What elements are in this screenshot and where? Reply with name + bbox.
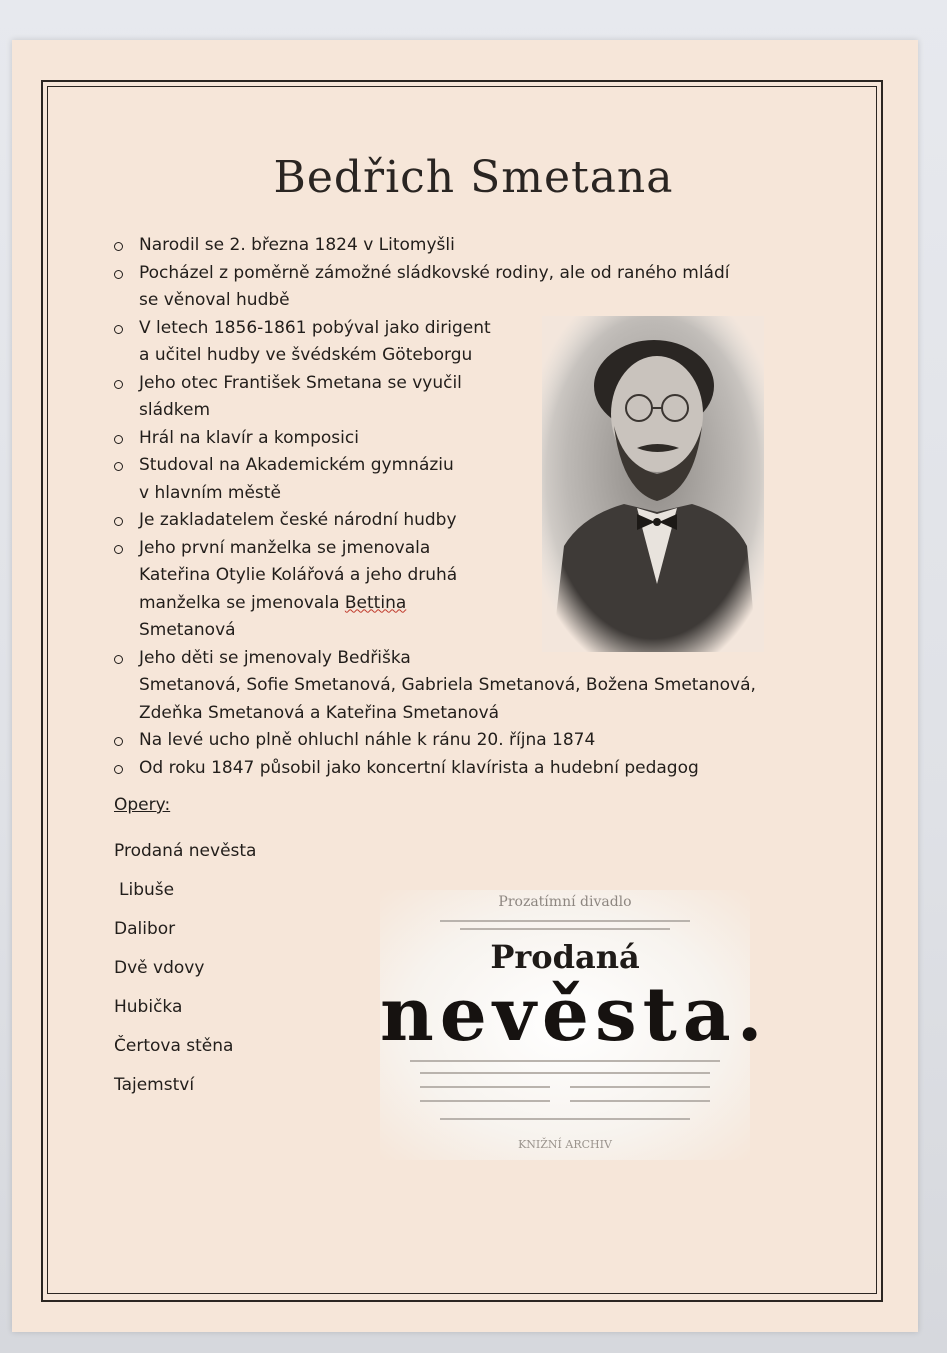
- poster-text-line: [440, 1118, 690, 1120]
- list-item: Dalibor: [114, 919, 176, 939]
- list-item: Prodaná nevěsta: [114, 841, 257, 861]
- poster-text-line: [460, 928, 670, 930]
- poster-text-line: [420, 1072, 710, 1074]
- poster-title-large: nevěsta.: [380, 972, 769, 1058]
- portrait-icon: [542, 316, 764, 652]
- document-title: Bedřich Smetana: [273, 152, 674, 203]
- list-item: Tajemství: [114, 1075, 195, 1095]
- list-item: Libuše: [119, 880, 175, 900]
- list-item: Pocházel z poměrně zámožné sládkovské rodiny, ale od raného mládí se věnoval hudbě: [112, 260, 812, 315]
- portrait-photo: [542, 316, 764, 652]
- poster-text-line: [440, 920, 690, 922]
- list-item: Jeho děti se jmenovaly Bedřiška Smetanová, Sofie Smetanová, Gabriela Smetanová, Božena Smetanová, Zdeňka Smetanová a Kateřina Smetanová: [112, 645, 812, 728]
- list-item: V letech 1856-1861 pobýval jako dirigent a učitel hudby ve švédském Göteborgu: [112, 315, 812, 370]
- list-item: Dvě vdovy: [114, 958, 205, 978]
- poster-text-line: [420, 1100, 550, 1102]
- list-item: Na levé ucho plně ohluchl náhle k ránu 20. října 1874: [112, 727, 812, 755]
- list-item: Hubička: [114, 997, 183, 1017]
- poster-footer: KNIŽNÍ ARCHIV: [518, 1138, 612, 1151]
- list-item: Studoval na Akademickém gymnáziu v hlavním městě: [112, 452, 812, 507]
- list-item: Čertova stěna: [114, 1036, 234, 1056]
- poster-text-line: [410, 1060, 720, 1062]
- poster-title-small: Prodaná: [490, 938, 640, 976]
- poster-header: Prozatímní divadlo: [498, 894, 632, 910]
- poster-text-line: [570, 1086, 710, 1088]
- list-item: Hrál na klavír a komposici: [112, 425, 812, 453]
- list-item: Narodil se 2. března 1824 v Litomyšli: [112, 232, 812, 260]
- poster-text-line: [570, 1100, 710, 1102]
- list-item: Od roku 1847 působil jako koncertní klavírista a hudební pedagog: [112, 755, 812, 783]
- poster-text-line: [420, 1086, 550, 1088]
- list-item: Jeho otec František Smetana se vyučil sládkem: [112, 370, 812, 425]
- operas-heading: Opery:: [114, 795, 171, 815]
- operas-list: [114, 832, 256, 1105]
- opera-poster-image: [380, 890, 769, 1160]
- spellcheck-underlined-word: Bettina: [344, 592, 407, 613]
- list-item: Je zakladatelem české národní hudby: [112, 507, 812, 535]
- list-item: Jeho první manželka se jmenovala Kateřina Otylie Kolářová a jeho druhá manželka se jmenovala Bettina Smetanová: [112, 535, 812, 645]
